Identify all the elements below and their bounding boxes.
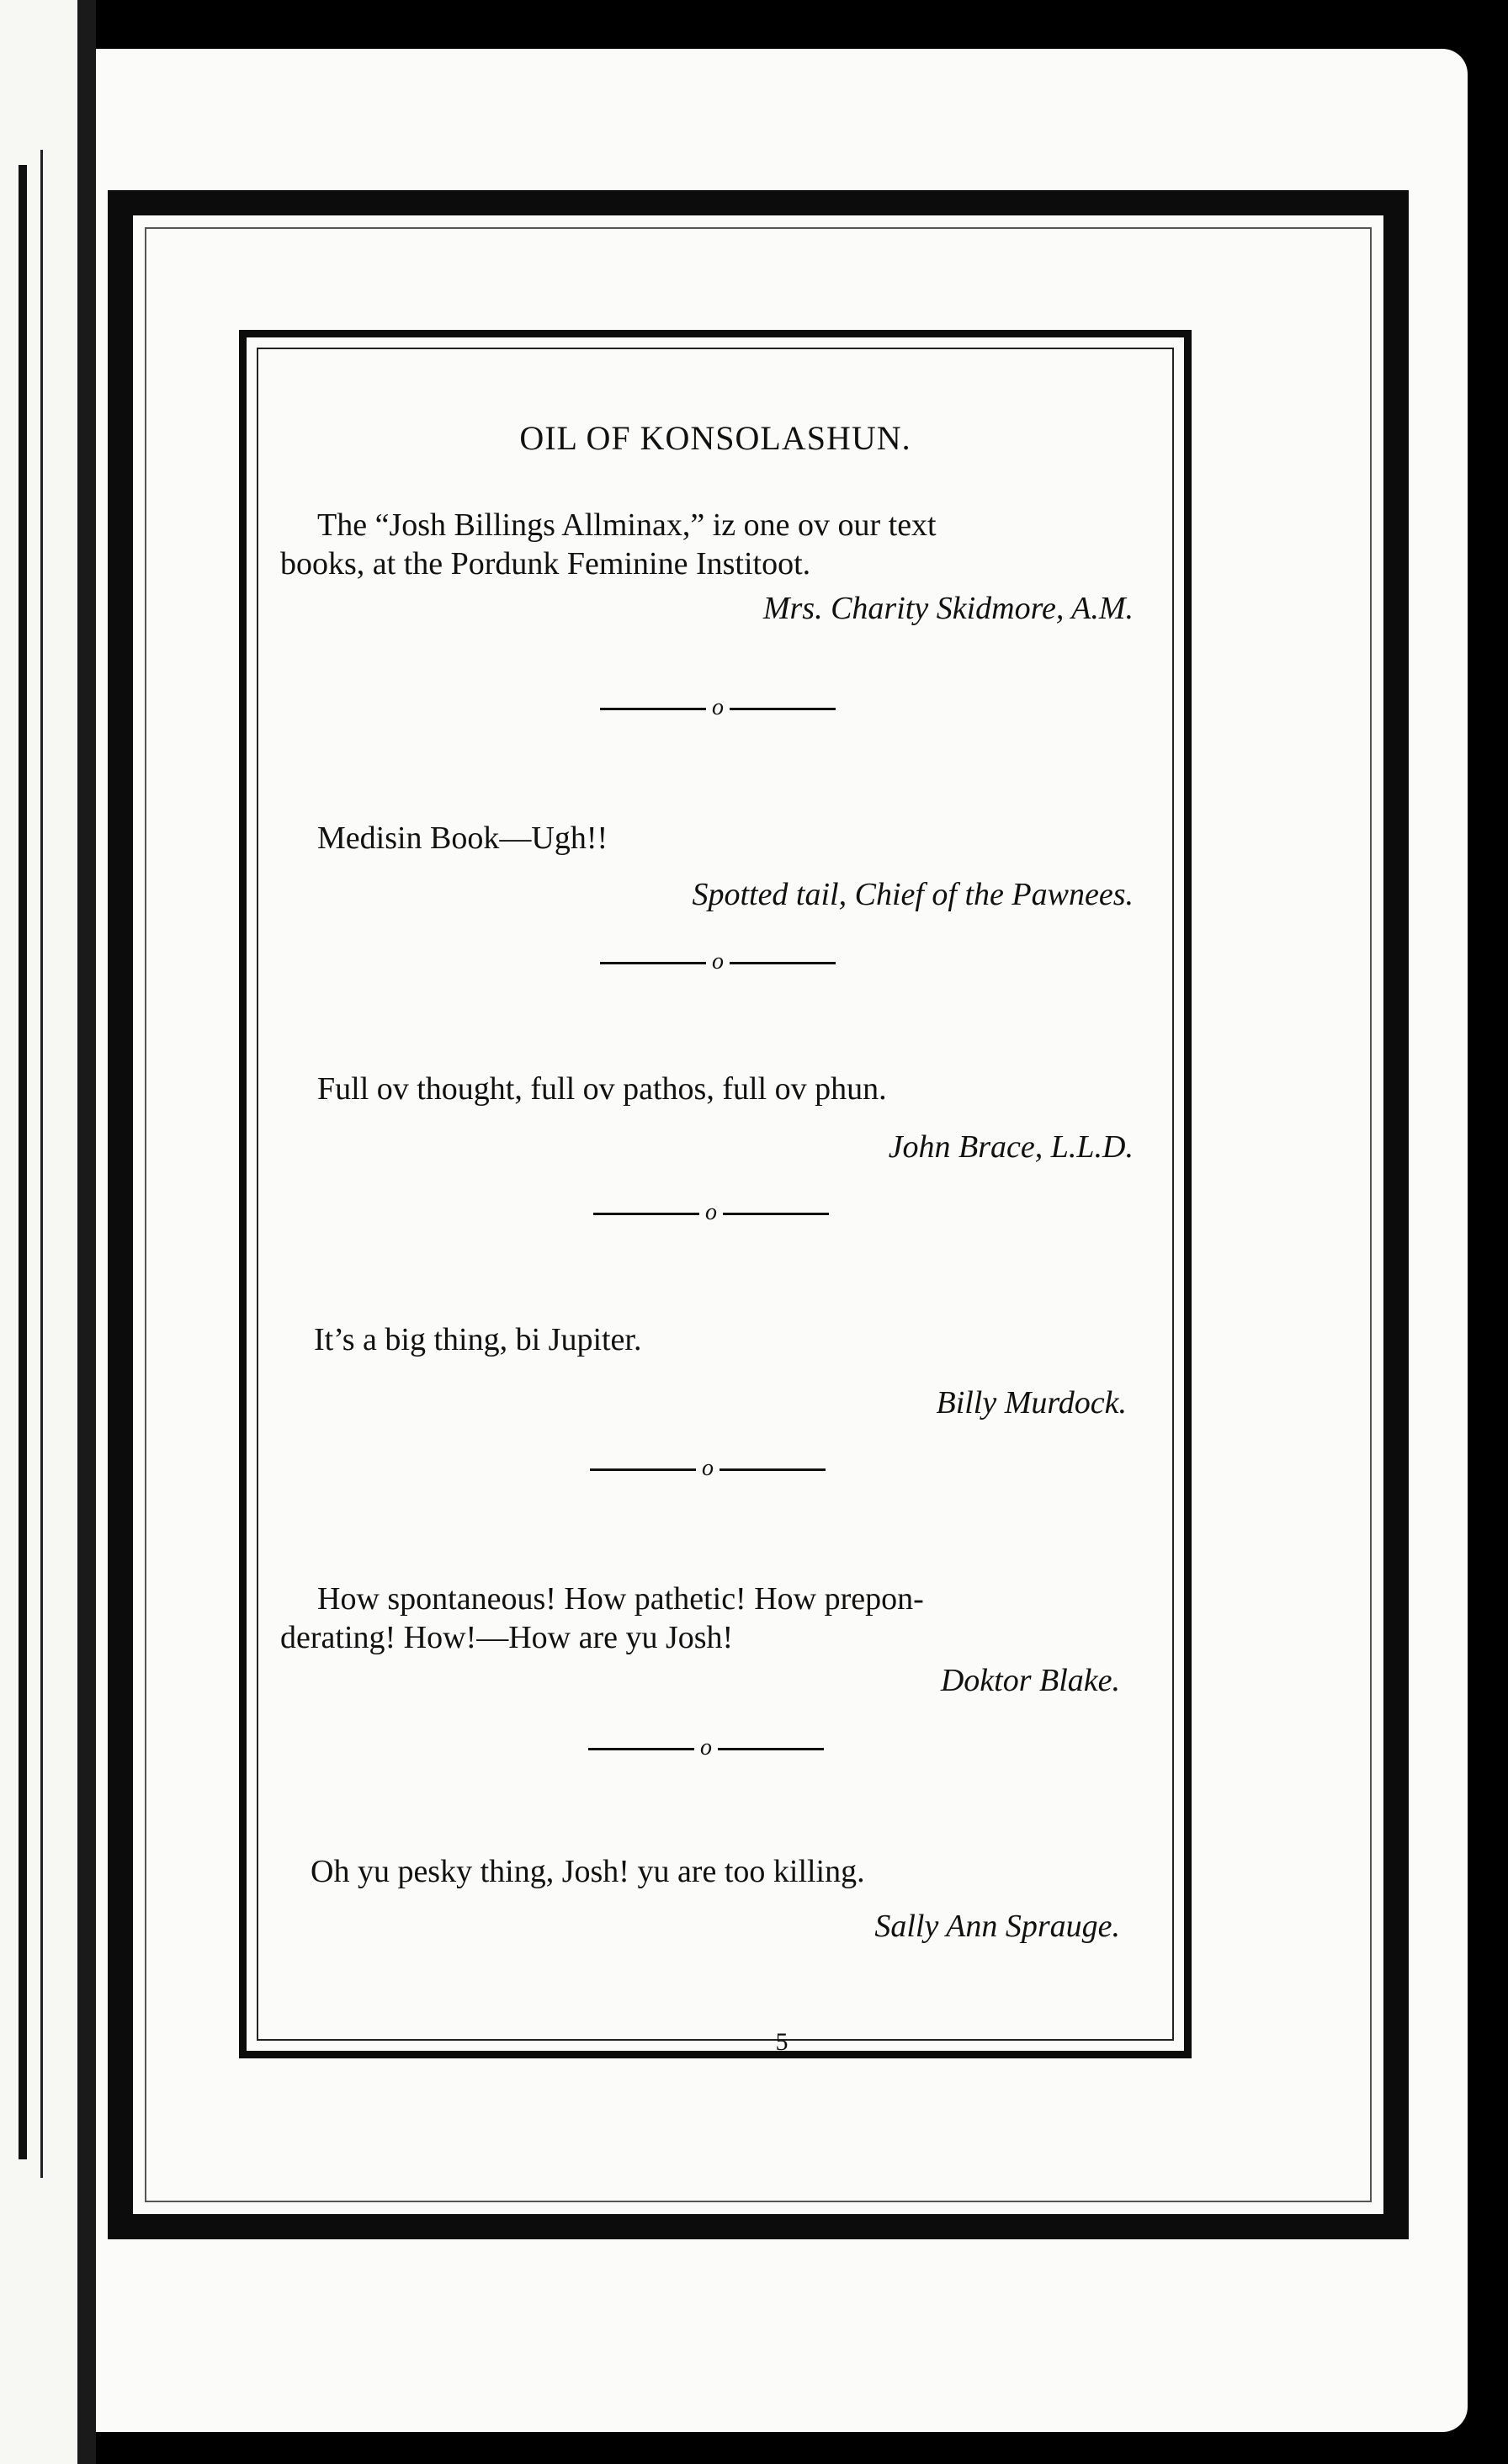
quote-line: It’s a big thing, bi Jupiter. <box>314 1322 642 1357</box>
page-title: OIL OF KONSOLASHUN. <box>519 419 911 457</box>
separator-rule <box>593 1213 699 1215</box>
page-number: 5 <box>775 2028 789 2056</box>
section-separator <box>600 691 836 725</box>
section-separator <box>593 1196 829 1229</box>
section-separator <box>600 945 836 979</box>
testimonial-attribution: Spotted tail, Chief of the Pawnees. <box>692 877 1134 912</box>
book-page <box>96 49 1468 2432</box>
testimonial-attribution: Mrs. Charity Skidmore, A.M. <box>762 591 1134 626</box>
separator-glyph: o <box>712 948 724 974</box>
separator-rule <box>590 1468 696 1471</box>
separator-rule <box>718 1748 824 1750</box>
section-separator <box>588 1731 824 1765</box>
facing-page-edge <box>0 0 77 2464</box>
quote-line: Oh yu pesky thing, Josh! yu are too killing. <box>311 1854 865 1889</box>
book-gutter <box>77 0 96 2464</box>
section-separator <box>590 1452 826 1485</box>
quote-line: Medisin Book—Ugh!! <box>317 820 608 856</box>
quote-line: derating! How!—How are yu Josh! <box>280 1620 734 1655</box>
quote-line: How spontaneous! How pathetic! How prepon- <box>317 1581 924 1617</box>
separator-glyph: o <box>712 694 724 720</box>
separator-rule <box>730 708 836 710</box>
separator-rule <box>730 962 836 964</box>
testimonial-quote <box>314 1320 641 1359</box>
testimonial-quote <box>311 1852 865 1891</box>
testimonial-attribution: Sally Ann Sprauge. <box>874 1909 1120 1944</box>
testimonial-attribution: Doktor Blake. <box>940 1663 1120 1698</box>
quote-line: books, at the Pordunk Feminine Institoot. <box>280 546 811 581</box>
facing-page-border <box>0 165 27 2159</box>
testimonial-quote <box>280 506 1130 583</box>
separator-rule <box>719 1468 826 1471</box>
separator-rule <box>600 708 706 710</box>
separator-rule <box>723 1213 829 1215</box>
separator-glyph: o <box>705 1199 717 1225</box>
separator-glyph: o <box>702 1455 714 1481</box>
testimonial-attribution: John Brace, L.L.D. <box>888 1129 1134 1165</box>
testimonial-attribution: Billy Murdock. <box>936 1385 1127 1421</box>
testimonial-quote <box>280 1580 1130 1657</box>
separator-rule <box>600 962 706 964</box>
quote-line: The “Josh Billings Allminax,” iz one ov our text <box>317 507 937 543</box>
page-content <box>280 337 1150 2051</box>
inner-text-frame <box>239 330 1192 2058</box>
separator-rule <box>588 1748 694 1750</box>
testimonial-quote <box>317 819 608 858</box>
testimonial-quote <box>317 1070 887 1108</box>
quote-line: Full ov thought, full ov pathos, full ov phun. <box>317 1071 887 1107</box>
separator-glyph: o <box>700 1734 712 1760</box>
